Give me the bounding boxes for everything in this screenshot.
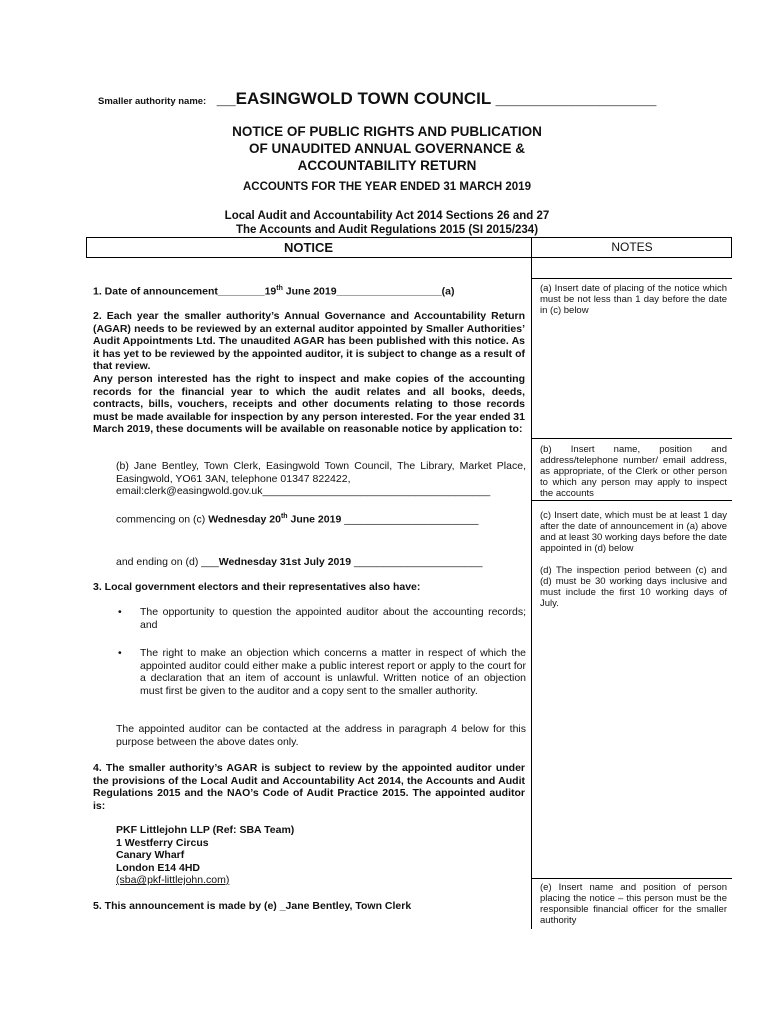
page-title [86,123,688,174]
authority-name: EASINGWOLD TOWN COUNCIL [235,89,491,108]
auditor-contact-note: The appointed auditor can be contacted at the address in paragraph 4 below for this purpose between the above dates only. [116,723,526,748]
bullet-text-1: The opportunity to question the appointed auditor about the accounting records; and [140,606,526,631]
contact-line-1: (b) Jane Bentley, Town Clerk, Easingwold Town Council, The Library, Market Place, Easingwold, YO61 3AN, telephone 01347 822422, [116,460,526,485]
title-line-2: OF UNAUDITED ANNUAL GOVERNANCE & [248,141,525,156]
header-underline [86,257,732,258]
commencing-tail: June 2019 [287,513,342,526]
announcement-lead: 1. Date of announcement________19 [93,285,277,298]
paragraph-4: 4. The smaller authority’s AGAR is subject to review by the appointed auditor under the provisions of the Local Audit and Accountability Act 2014, the Accounts and Audit Regulations 2015 and the NAO’s Code of Audit Practice 2015. The appointed auditor is: [93,762,525,812]
column-divider [531,237,532,929]
contact-line-2: email:clerk@easingwold.gov.uk_______________________________________ [116,485,491,497]
bullet-dot: • [118,647,122,659]
notes-divider-4 [531,878,732,879]
notes-header: NOTES [611,240,653,254]
ending-line [116,556,482,569]
note-d: (d) The inspection period between (c) and (d) must be 30 working days inclusive and must include the first 10 working days of July. [540,565,727,609]
authority-suffix: _________________ [490,89,657,108]
ending-blank: ______________________ [351,556,483,568]
authority-label: Smaller authority name: [98,96,207,107]
page-subtitle: ACCOUNTS FOR THE YEAR ENDED 31 MARCH 2019 [243,181,531,193]
bullet-dot: • [118,606,122,618]
table-border-top [86,237,732,238]
contact-block [116,460,526,498]
note-c: (c) Insert date, which must be at least 1 day after the date of announcement in (a) above and at least 30 working days before the date appointed in (d) below [540,510,727,554]
commencing-blank: _______________________ [341,513,479,526]
auditor-address [116,824,416,874]
act-line-2: The Accounts and Audit Regulations 2015 (SI 2015/234) [235,224,539,236]
note-a: (a) Insert date of placing of the notice which must be not less than 1 day before the date in (c) below [540,283,727,316]
auditor-postcode: London E14 4HD [116,861,201,874]
notice-header: NOTICE [283,240,334,255]
bullet-item-2 [116,647,526,697]
notes-divider-2 [531,438,732,439]
authority-prefix: __ [216,89,236,108]
ending-date: Wednesday 31st July 2019 [218,556,352,568]
auditor-email-link[interactable]: (sba@pkf-littlejohn.com) [116,874,230,886]
bullet-text-2: The right to make an objection which concerns a matter in respect of which the appointed auditor could either make a public interest report or apply to the court for a declaration that an item of account is unlawful. Written notice of an objection must first be given to the auditor and a copy sent to the smaller authority. [140,647,526,697]
paragraph-5: 5. This announcement is made by (e) _Jane Bentley, Town Clerk [93,900,412,912]
paragraph-2b: Any person interested has the right to inspect and make copies of the accounting records for the financial year to which the audit relates and all books, deeds, contracts, bills, vouchers, receipts and other documents relating to those records must be made available for inspection by any person interested. For the year ended 31 March 2019, these documents will be available on reasonable notice by application to: [93,373,525,435]
paragraph-3: 3. Local government electors and their representatives also have: [93,581,421,593]
title-line-1: NOTICE OF PUBLIC RIGHTS AND PUBLICATION [232,124,542,139]
note-b: (b) Insert name, position and address/telephone number/ email address, as appropriate, of the Clerk or other person to which any person may apply to inspect the accounts [540,444,727,499]
notes-divider-3 [531,500,732,501]
commencing-date: Wednesday 20 [208,513,281,526]
note-e: (e) Insert name and position of person placing the notice – this person must be the responsible financial officer for the smaller authority [540,882,727,926]
auditor-street: 1 Westferry Circus [116,836,209,849]
commencing-sup: th [280,513,288,520]
commencing-line [116,511,479,526]
authority-line [98,89,656,109]
announcement-sup: th [276,285,283,292]
auditor-area: Canary Wharf [116,849,185,861]
paragraph-2: 2. Each year the smaller authority’s Annual Governance and Accountability Return (AGAR) needs to be reviewed by an external auditor appointed by Smaller Authorities’ Audit Appointments Ltd. The unaudited AGAR has been published with this notice. As it has yet to be reviewed by the appointed auditor, it is subject to change as a result of that review. [93,310,525,372]
bullet-list [116,606,526,697]
title-line-3: ACCOUNTABILITY RETURN [297,158,477,173]
auditor-name: PKF Littlejohn LLP (Ref: SBA Team) [116,824,295,836]
commencing-lead: commencing on (c) [116,513,209,526]
act-line-1: Local Audit and Accountability Act 2014 Sections 26 and 27 [224,210,550,222]
date-of-announcement [93,283,523,298]
announcement-tail: June 2019__________________(a) [282,285,455,298]
notes-divider-1 [531,278,732,279]
bullet-item-1 [116,606,526,631]
ending-lead: and ending on (d) ___ [116,556,219,568]
